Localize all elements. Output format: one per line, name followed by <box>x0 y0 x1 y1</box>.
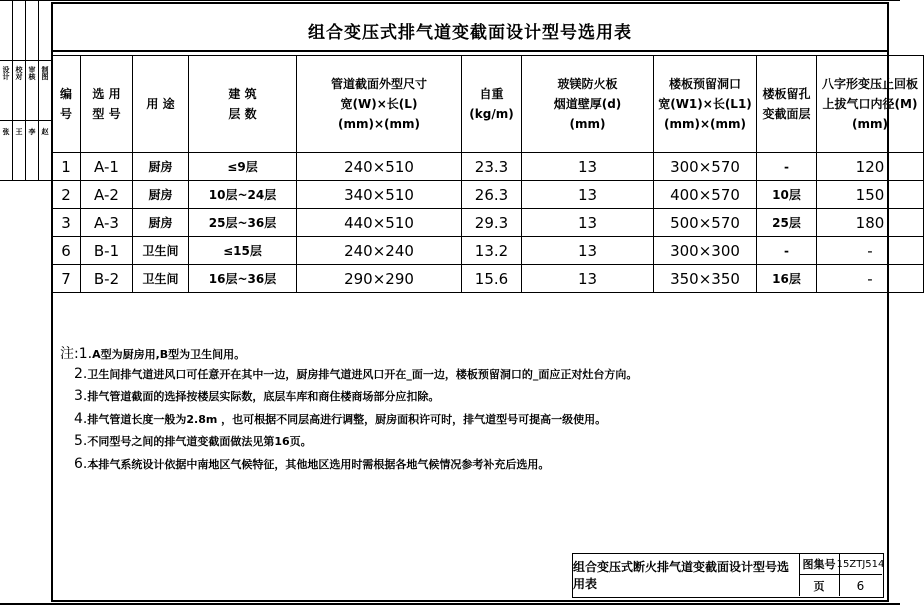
column-header: 建 筑 层 数 <box>189 56 297 153</box>
table-header-row <box>52 56 924 153</box>
atlas-number-label: 图集号 <box>799 554 840 575</box>
strip-label: 审核 <box>28 66 36 80</box>
note-item <box>74 366 637 382</box>
table-cell: 300×570 <box>654 153 757 181</box>
table-cell: B-1 <box>81 237 133 265</box>
strip-divider <box>12 0 13 180</box>
table-cell: 10层~24层 <box>189 181 297 209</box>
table-cell: 350×350 <box>654 265 757 293</box>
table-cell: 厨房 <box>133 181 189 209</box>
column-header: 用 途 <box>133 56 189 153</box>
note-text: 卫生间排气道进风口可任意开在其中一边，厨房排气道进风口开在_面一边，楼板预留洞口的_面应正对灶台方向。 <box>87 367 638 381</box>
table-cell: - <box>757 237 817 265</box>
note-item <box>74 388 439 404</box>
table-cell: 26.3 <box>462 181 522 209</box>
note-number: 注:1. <box>60 346 93 362</box>
table-cell: 340×510 <box>297 181 462 209</box>
selection-table <box>51 55 924 293</box>
table-row <box>52 265 924 293</box>
table-cell: 厨房 <box>133 209 189 237</box>
table-cell: 2 <box>52 181 81 209</box>
table-row <box>52 209 924 237</box>
note-text: 排气管道截面的选择按楼层实际数，底层车库和商住楼商场部分应扣除。 <box>87 390 440 403</box>
column-header: 玻镁防火板 烟道壁厚(d) (mm) <box>522 56 654 153</box>
table-cell: - <box>757 153 817 181</box>
page-label: 页 <box>799 575 840 596</box>
table-cell: 300×300 <box>654 237 757 265</box>
table-cell: 29.3 <box>462 209 522 237</box>
note-item <box>74 456 549 472</box>
note-number: 3. <box>74 388 88 404</box>
table-cell: 180 <box>817 209 924 237</box>
strip-label: 校对 <box>15 66 23 80</box>
strip-divider <box>38 0 39 180</box>
title-block-name: 组合变压式断火排气道变截面设计型号选用表 <box>573 554 800 596</box>
table-cell: 150 <box>817 181 924 209</box>
table-cell: 13 <box>522 265 654 293</box>
table-cell: 厨房 <box>133 153 189 181</box>
table-cell: 卫生间 <box>133 237 189 265</box>
table-body <box>52 153 924 293</box>
strip-label: 制图 <box>41 66 49 80</box>
table-cell: 23.3 <box>462 153 522 181</box>
note-number: 6. <box>74 455 88 472</box>
table-cell: 3 <box>52 209 81 237</box>
column-header: 楼板预留洞口 宽(W1)×长(L1) (mm)×(mm) <box>654 56 757 153</box>
column-header: 八字形变压止回板 上拔气口内径(M) (mm) <box>817 56 924 153</box>
atlas-number-value: 15ZTJ514 <box>839 554 882 575</box>
strip-divider <box>0 60 51 61</box>
table-cell: A-3 <box>81 209 133 237</box>
table-cell: B-2 <box>81 265 133 293</box>
table-cell: A-2 <box>81 181 133 209</box>
table-cell: 240×510 <box>297 153 462 181</box>
note-text: 本排气系统设计依据中南地区气候特征，其他地区选用时需根据各地气候情况参考补充后选用。 <box>87 457 550 471</box>
table-cell: 10层 <box>757 181 817 209</box>
title-block <box>572 553 884 598</box>
table-cell: 13 <box>522 209 654 237</box>
table-cell: - <box>817 265 924 293</box>
strip-divider <box>25 0 26 180</box>
note-item <box>60 343 245 363</box>
table-cell: 7 <box>52 265 81 293</box>
table-cell: 25层 <box>757 209 817 237</box>
title-rule <box>51 50 889 52</box>
table-cell: 13 <box>522 153 654 181</box>
sheet-bottom-edge <box>0 603 900 605</box>
table-cell: 240×240 <box>297 237 462 265</box>
table-cell: ≤9层 <box>189 153 297 181</box>
table-row <box>52 237 924 265</box>
table-cell: 1 <box>52 153 81 181</box>
table-cell: 290×290 <box>297 265 462 293</box>
strip-label: 设计 <box>2 66 10 80</box>
table-cell: 13.2 <box>462 237 522 265</box>
table-cell: 120 <box>817 153 924 181</box>
table-cell: 13 <box>522 181 654 209</box>
note-item <box>74 411 606 427</box>
note-number: 2. <box>74 365 88 382</box>
table-cell: 13 <box>522 237 654 265</box>
strip-signature: 赵 <box>41 128 49 135</box>
table-cell: 15.6 <box>462 265 522 293</box>
table-cell: 6 <box>52 237 81 265</box>
strip-signature: 李 <box>28 128 36 135</box>
strip-divider <box>0 120 51 121</box>
column-header: 选 用 型 号 <box>81 56 133 153</box>
note-number: 5. <box>74 433 88 449</box>
table-cell: 500×570 <box>654 209 757 237</box>
column-header: 管道截面外型尺寸 宽(W)×长(L) (mm)×(mm) <box>297 56 462 153</box>
page-title: 组合变压式排气道变截面设计型号选用表 <box>308 23 632 43</box>
note-text: 不同型号之间的排气道变截面做法见第16页。 <box>87 435 312 448</box>
table-cell: 16层 <box>757 265 817 293</box>
column-header: 编 号 <box>52 56 81 153</box>
sheet-top-edge <box>0 0 900 1</box>
strip-signature: 王 <box>15 128 23 135</box>
table-cell: A-1 <box>81 153 133 181</box>
table-cell: 卫生间 <box>133 265 189 293</box>
column-header: 楼板留孔 变截面层 <box>757 56 817 153</box>
strip-signature: 张 <box>2 128 10 135</box>
table-cell: ≤15层 <box>189 237 297 265</box>
table-cell: 440×510 <box>297 209 462 237</box>
table-cell: 25层~36层 <box>189 209 297 237</box>
note-number: 4. <box>74 410 88 427</box>
table-cell: - <box>817 237 924 265</box>
note-text: A型为厨房用,B型为卫生间用。 <box>92 348 246 361</box>
strip-divider <box>0 180 51 181</box>
table-row <box>52 153 924 181</box>
page-number: 6 <box>856 578 865 593</box>
note-text: 排气管道长度一般为2.8m ，也可根据不同层高进行调整，厨房面积许可时，排气道型号可提高一级使用。 <box>87 412 607 426</box>
table-cell: 16层~36层 <box>189 265 297 293</box>
table-cell: 400×570 <box>654 181 757 209</box>
column-header: 自重 (kg/m) <box>462 56 522 153</box>
binding-strip <box>0 0 51 180</box>
note-item <box>74 433 312 449</box>
table-row <box>52 181 924 209</box>
